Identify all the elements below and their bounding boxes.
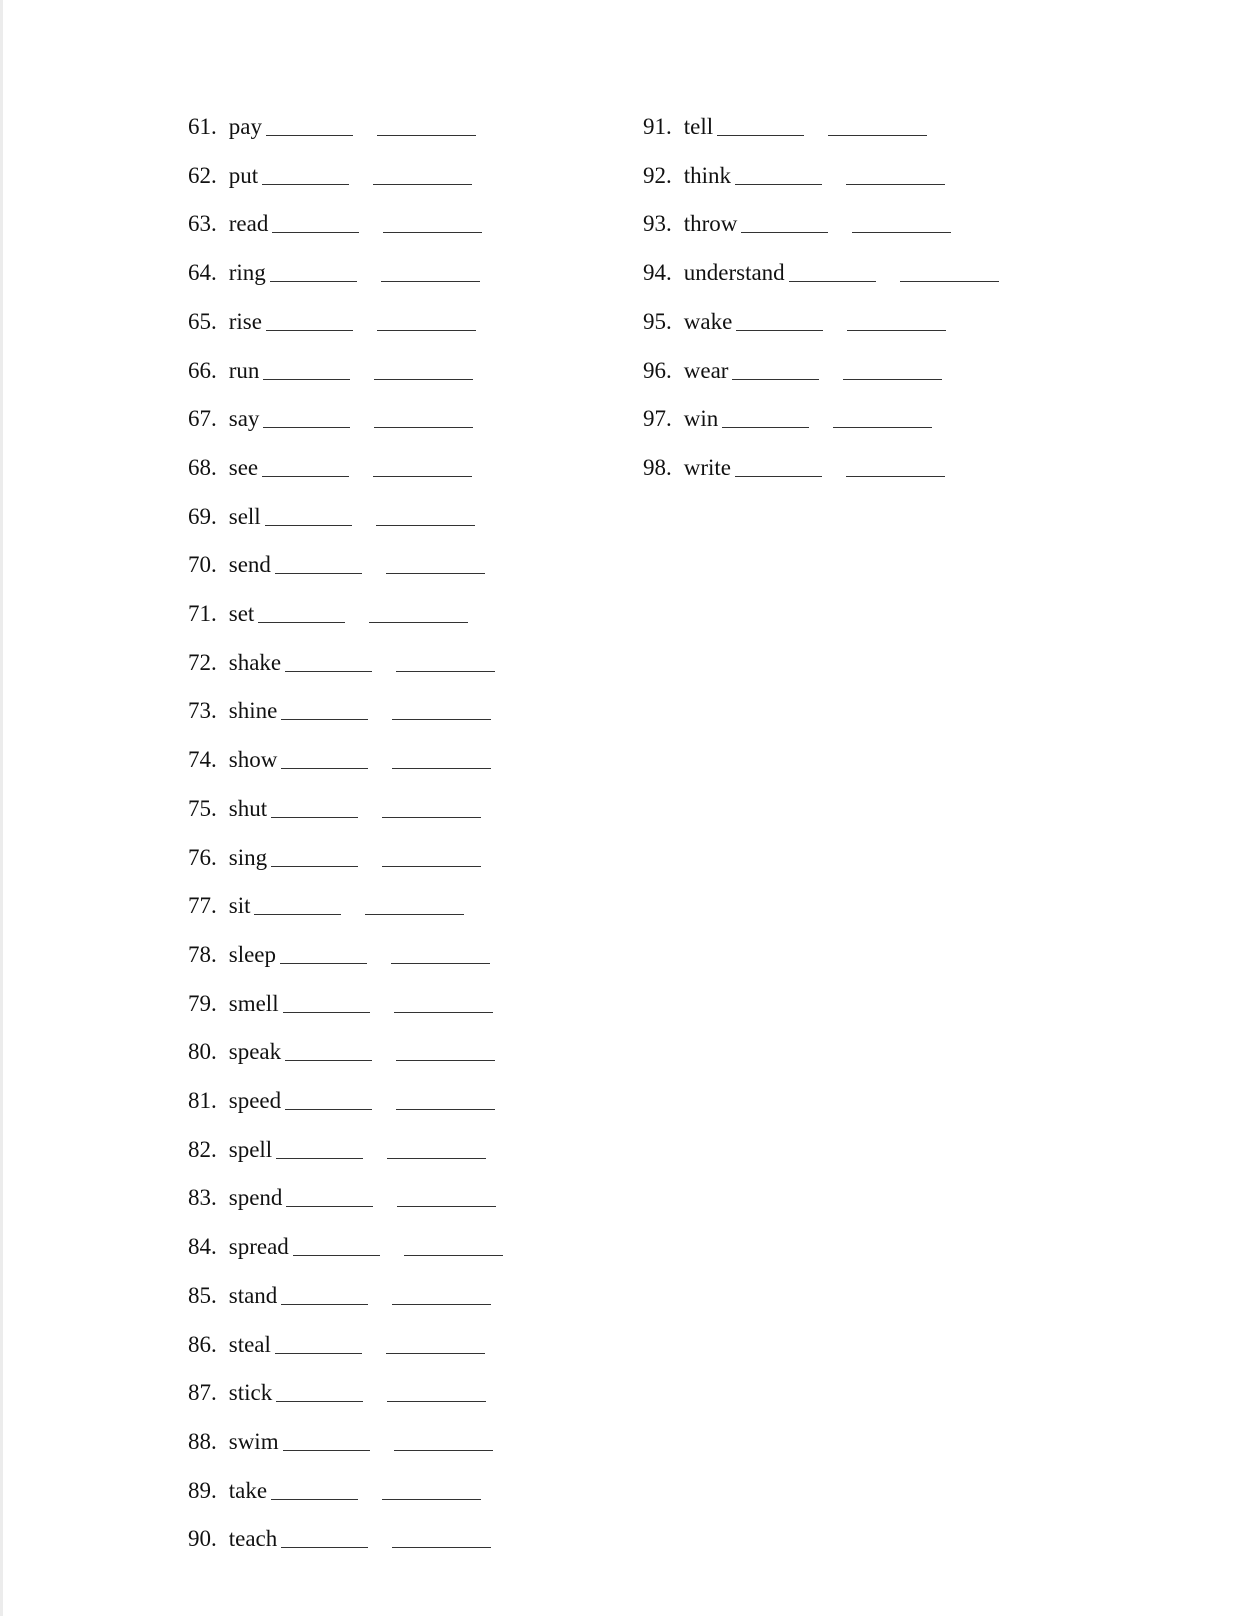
- past-participle-blank[interactable]: [396, 651, 495, 672]
- past-tense-blank[interactable]: [276, 1381, 363, 1402]
- past-tense-blank[interactable]: [276, 1138, 363, 1159]
- item-number: 79.: [188, 990, 217, 1016]
- worksheet-row: [643, 307, 946, 337]
- item-number: 95.: [643, 308, 672, 334]
- past-participle-blank[interactable]: [392, 748, 491, 769]
- item-number: 91.: [643, 114, 672, 139]
- past-tense-blank[interactable]: [281, 699, 368, 720]
- item-number: 93.: [643, 211, 672, 237]
- worksheet-row: [188, 1330, 485, 1360]
- past-tense-blank[interactable]: [283, 992, 370, 1013]
- verb-word: spell: [228, 1136, 273, 1162]
- item-number: 85.: [188, 1282, 217, 1308]
- worksheet-row: [188, 891, 464, 921]
- verb-word: take: [228, 1477, 268, 1503]
- past-participle-blank[interactable]: [369, 602, 468, 623]
- past-tense-blank[interactable]: [281, 1284, 368, 1305]
- past-participle-blank[interactable]: [397, 1186, 496, 1207]
- verb-word: sing: [228, 844, 268, 870]
- past-tense-blank[interactable]: [263, 359, 350, 380]
- worksheet-row: [188, 550, 485, 580]
- past-participle-blank[interactable]: [392, 1527, 491, 1548]
- item-number: 88.: [188, 1428, 217, 1454]
- past-tense-blank[interactable]: [262, 164, 349, 185]
- item-number: 65.: [188, 308, 217, 334]
- worksheet-row: [188, 843, 481, 873]
- verb-word: teach: [228, 1526, 278, 1552]
- item-number: 87.: [188, 1380, 217, 1406]
- past-tense-blank[interactable]: [281, 1527, 368, 1548]
- verb-word: shake: [228, 649, 282, 675]
- verb-word: sit: [228, 893, 251, 919]
- past-participle-blank[interactable]: [376, 505, 475, 526]
- worksheet-row: [188, 453, 472, 483]
- item-number: 82.: [188, 1136, 217, 1162]
- verb-word: spend: [228, 1185, 283, 1211]
- worksheet-row: [188, 1524, 491, 1554]
- verb-word: see: [228, 454, 259, 480]
- past-participle-blank[interactable]: [394, 1430, 493, 1451]
- past-tense-blank[interactable]: [254, 894, 341, 915]
- verb-word: show: [228, 747, 278, 773]
- verb-word: send: [228, 552, 271, 578]
- item-number: 67.: [188, 406, 217, 432]
- past-participle-blank[interactable]: [392, 699, 491, 720]
- past-participle-blank[interactable]: [386, 553, 485, 574]
- item-number: 71.: [188, 601, 217, 626]
- worksheet-row: [188, 112, 476, 142]
- verb-word: sleep: [228, 941, 277, 967]
- past-tense-blank[interactable]: [266, 310, 353, 331]
- worksheet-row: [188, 599, 468, 629]
- verb-word: pay: [228, 114, 262, 139]
- item-number: 77.: [188, 893, 217, 919]
- verb-word: stand: [228, 1282, 278, 1308]
- verb-word: write: [683, 454, 732, 480]
- past-tense-blank[interactable]: [717, 115, 804, 136]
- past-participle-blank[interactable]: [387, 1138, 486, 1159]
- worksheet-row: [188, 1476, 481, 1506]
- verb-word: put: [228, 162, 259, 188]
- verb-word: speed: [228, 1088, 282, 1113]
- worksheet-row: [643, 209, 951, 239]
- past-tense-blank[interactable]: [735, 164, 822, 185]
- verb-word: swim: [228, 1428, 279, 1454]
- verb-word: wake: [683, 308, 733, 334]
- worksheet-row: [188, 1232, 503, 1262]
- past-participle-blank[interactable]: [392, 1284, 491, 1305]
- past-tense-blank[interactable]: [271, 797, 358, 818]
- item-number: 84.: [188, 1234, 217, 1260]
- past-participle-blank[interactable]: [365, 894, 464, 915]
- worksheet-row: [188, 745, 491, 775]
- past-tense-blank[interactable]: [266, 115, 353, 136]
- item-number: 61.: [188, 114, 217, 139]
- past-tense-blank[interactable]: [736, 310, 823, 331]
- item-number: 74.: [188, 747, 217, 773]
- item-number: 69.: [188, 503, 217, 529]
- past-participle-blank[interactable]: [846, 456, 945, 477]
- worksheet-row: [188, 648, 495, 678]
- past-participle-blank[interactable]: [396, 1040, 495, 1061]
- item-number: 89.: [188, 1477, 217, 1503]
- past-participle-blank[interactable]: [391, 943, 490, 964]
- past-tense-blank[interactable]: [262, 456, 349, 477]
- past-participle-blank[interactable]: [404, 1235, 503, 1256]
- past-participle-blank[interactable]: [394, 992, 493, 1013]
- past-participle-blank[interactable]: [377, 310, 476, 331]
- worksheet-row: [188, 502, 475, 532]
- past-tense-blank[interactable]: [722, 407, 809, 428]
- worksheet-row: [188, 1086, 495, 1116]
- verb-word: run: [228, 357, 260, 383]
- worksheet-row: [188, 940, 490, 970]
- past-tense-blank[interactable]: [735, 456, 822, 477]
- worksheet-row: [643, 404, 932, 434]
- past-participle-blank[interactable]: [846, 164, 945, 185]
- worksheet-row: [188, 404, 473, 434]
- past-tense-blank[interactable]: [272, 212, 359, 233]
- verb-word: read: [228, 211, 269, 237]
- verb-word: smell: [228, 990, 279, 1016]
- worksheet-row: [188, 1135, 486, 1165]
- worksheet-row: [188, 794, 481, 824]
- past-participle-blank[interactable]: [386, 1333, 485, 1354]
- item-number: 76.: [188, 844, 217, 870]
- verb-word: rise: [228, 308, 262, 334]
- past-participle-blank[interactable]: [828, 115, 927, 136]
- item-number: 70.: [188, 552, 217, 578]
- past-participle-blank[interactable]: [833, 407, 932, 428]
- page-edge-shadow: [0, 0, 3, 1616]
- item-number: 63.: [188, 211, 217, 237]
- worksheet-row: [643, 258, 999, 288]
- past-tense-blank[interactable]: [275, 553, 362, 574]
- item-number: 73.: [188, 698, 217, 724]
- item-number: 92.: [643, 162, 672, 188]
- past-participle-blank[interactable]: [900, 261, 999, 282]
- past-participle-blank[interactable]: [382, 1479, 481, 1500]
- past-tense-blank[interactable]: [265, 505, 352, 526]
- item-number: 96.: [643, 357, 672, 383]
- worksheet-row: [643, 453, 945, 483]
- worksheet-row: [188, 989, 493, 1019]
- verb-word: shine: [228, 698, 278, 724]
- verb-word: understand: [683, 260, 785, 286]
- verb-word: stick: [228, 1380, 273, 1406]
- item-number: 80.: [188, 1039, 217, 1065]
- verb-word: tell: [683, 114, 714, 139]
- worksheet-row: [188, 209, 482, 239]
- past-participle-blank[interactable]: [381, 261, 480, 282]
- item-number: 97.: [643, 406, 672, 432]
- past-tense-blank[interactable]: [271, 1479, 358, 1500]
- past-participle-blank[interactable]: [374, 407, 473, 428]
- past-participle-blank[interactable]: [382, 797, 481, 818]
- item-number: 78.: [188, 941, 217, 967]
- item-number: 62.: [188, 162, 217, 188]
- item-number: 72.: [188, 649, 217, 675]
- past-tense-blank[interactable]: [741, 212, 828, 233]
- past-participle-blank[interactable]: [852, 212, 951, 233]
- worksheet-row: [188, 161, 472, 191]
- past-tense-blank[interactable]: [271, 846, 358, 867]
- past-participle-blank[interactable]: [843, 359, 942, 380]
- item-number: 66.: [188, 357, 217, 383]
- verb-word: think: [683, 162, 732, 188]
- item-number: 68.: [188, 454, 217, 480]
- past-tense-blank[interactable]: [275, 1333, 362, 1354]
- worksheet-row: [643, 112, 927, 142]
- verb-word: spread: [228, 1234, 289, 1260]
- past-tense-blank[interactable]: [283, 1430, 370, 1451]
- past-tense-blank[interactable]: [258, 602, 345, 623]
- worksheet-row: [643, 161, 945, 191]
- worksheet-row: [188, 258, 480, 288]
- past-tense-blank[interactable]: [285, 1040, 372, 1061]
- worksheet-row: [188, 1037, 495, 1067]
- verb-word: throw: [683, 211, 738, 237]
- past-participle-blank[interactable]: [387, 1381, 486, 1402]
- item-number: 98.: [643, 454, 672, 480]
- past-tense-blank[interactable]: [281, 748, 368, 769]
- worksheet-row: [643, 356, 942, 386]
- worksheet-row: [188, 1183, 496, 1213]
- verb-word: set: [228, 601, 255, 626]
- past-tense-blank[interactable]: [285, 1089, 372, 1110]
- verb-word: shut: [228, 795, 268, 821]
- item-number: 94.: [643, 260, 672, 286]
- verb-word: steal: [228, 1331, 271, 1357]
- verb-word: speak: [228, 1039, 282, 1065]
- past-participle-blank[interactable]: [374, 359, 473, 380]
- past-tense-blank[interactable]: [789, 261, 876, 282]
- verb-word: wear: [683, 357, 729, 383]
- past-participle-blank[interactable]: [396, 1089, 495, 1110]
- past-participle-blank[interactable]: [383, 212, 482, 233]
- item-number: 90.: [188, 1526, 217, 1552]
- verb-word: say: [228, 406, 260, 432]
- past-tense-blank[interactable]: [293, 1235, 380, 1256]
- verb-word: win: [683, 406, 719, 432]
- past-tense-blank[interactable]: [732, 359, 819, 380]
- past-participle-blank[interactable]: [373, 456, 472, 477]
- past-participle-blank[interactable]: [377, 115, 476, 136]
- past-tense-blank[interactable]: [263, 407, 350, 428]
- worksheet-row: [188, 1378, 486, 1408]
- item-number: 64.: [188, 260, 217, 286]
- past-tense-blank[interactable]: [285, 651, 372, 672]
- verb-word: ring: [228, 260, 266, 286]
- worksheet-row: [188, 356, 473, 386]
- past-tense-blank[interactable]: [280, 943, 367, 964]
- past-participle-blank[interactable]: [847, 310, 946, 331]
- item-number: 75.: [188, 795, 217, 821]
- worksheet-row: [188, 696, 491, 726]
- worksheet-row: [188, 1427, 493, 1457]
- worksheet-row: [188, 307, 476, 337]
- past-tense-blank[interactable]: [270, 261, 357, 282]
- item-number: 86.: [188, 1331, 217, 1357]
- verb-word: sell: [228, 503, 261, 529]
- worksheet-row: [188, 1281, 491, 1311]
- past-participle-blank[interactable]: [373, 164, 472, 185]
- item-number: 81.: [188, 1088, 217, 1113]
- item-number: 83.: [188, 1185, 217, 1211]
- past-tense-blank[interactable]: [286, 1186, 373, 1207]
- past-participle-blank[interactable]: [382, 846, 481, 867]
